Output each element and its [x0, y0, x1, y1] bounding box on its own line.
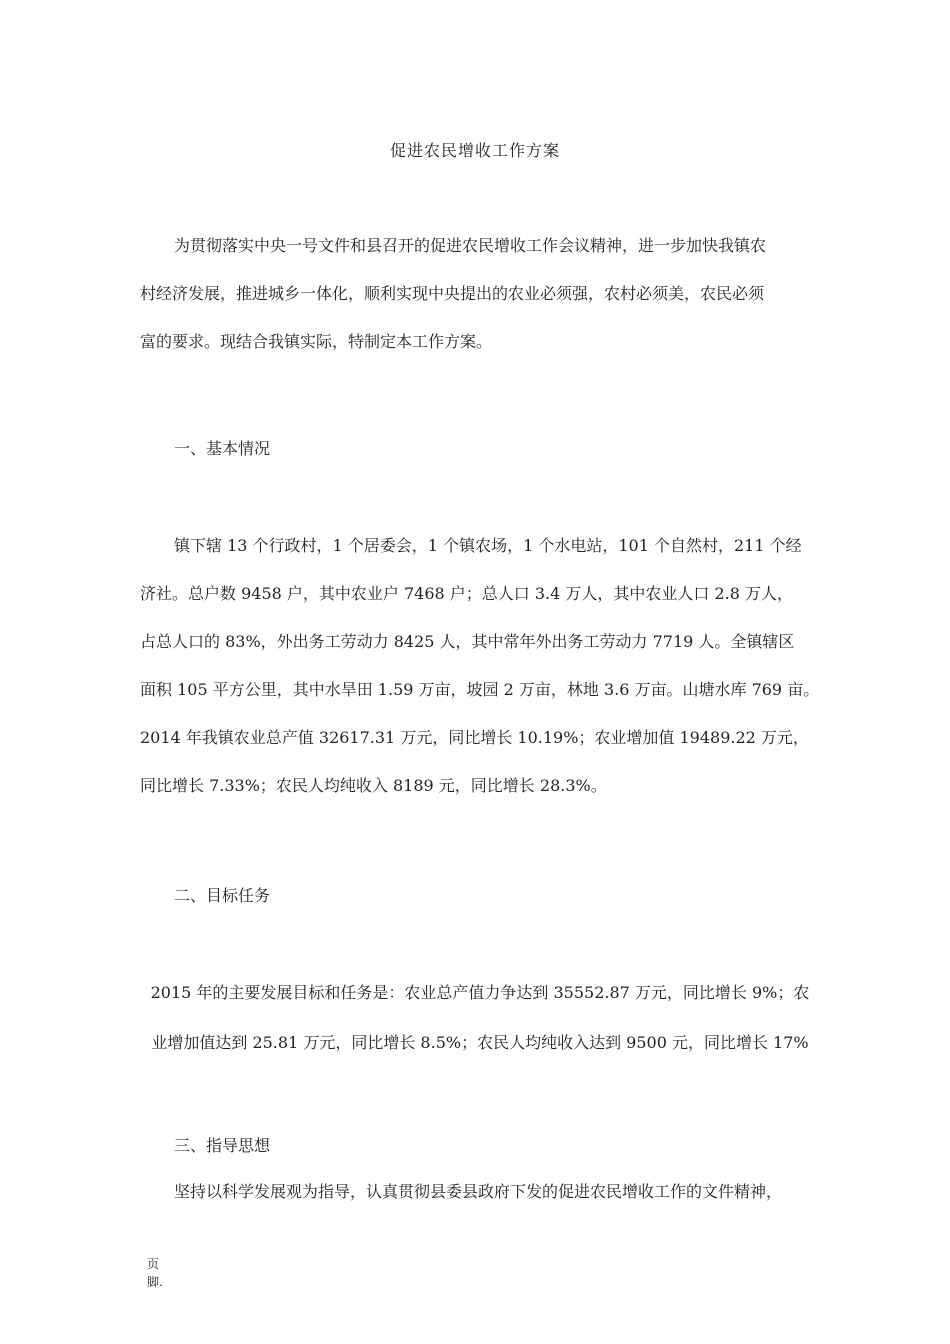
section-heading-goals: 二、目标任务	[174, 886, 271, 905]
footer-line: 页	[147, 1257, 160, 1271]
basic-line: 同比增长 7.33%；农民人均纯收入 8189 元，同比增长 28.3%。	[140, 776, 607, 795]
intro-line: 富的要求。现结合我镇实际，特制定本工作方案。	[140, 332, 493, 351]
goals-line: 2015 年的主要发展目标和任务是：农业总产值力争达到 35552.87 万元，同比增长 9%；农	[150, 983, 810, 1002]
goals-line: 业增加值达到 25.81 万元，同比增长 8.5%；农民人均纯收入达到 9500 元，同比增长 17%	[151, 1033, 809, 1052]
goals-paragraph	[140, 968, 820, 1068]
basic-line: 镇下辖 13 个行政村，1 个居委会，1 个镇农场，1 个水电站，101 个自然村，211 个经	[174, 536, 802, 555]
page-footer	[147, 1255, 163, 1291]
footer-line: 脚.	[147, 1275, 163, 1289]
guiding-line: 坚持以科学发展观为指导，认真贯彻县委县政府下发的促进农民增收工作的文件精神，	[174, 1182, 783, 1201]
basic-line: 济社。总户数 9458 户，其中农业户 7468 户；总人口 3.4 万人，其中农业人口 2.8 万人，	[140, 584, 794, 603]
intro-line: 村经济发展，推进城乡一体化，顺利实现中央提出的农业必须强，农村必须美，农民必须	[140, 284, 765, 303]
intro-paragraph	[140, 222, 820, 366]
basic-situation-paragraph	[140, 522, 820, 810]
section-heading-basic: 一、基本情况	[174, 439, 271, 458]
basic-line: 2014 年我镇农业总产值 32617.31 万元，同比增长 10.19%；农业增加值 19489.22 万元，	[140, 728, 809, 747]
document-title: 促进农民增收工作方案	[389, 141, 560, 160]
basic-line: 占总人口的 83%，外出务工劳动力 8425 人，其中常年外出务工劳动力 7719 人。全镇辖区	[140, 632, 795, 651]
basic-line: 面积 105 平方公里，其中水旱田 1.59 万亩，坡园 2 万亩，林地 3.6 万亩。山塘水库 769 亩。	[140, 680, 820, 699]
intro-line: 为贯彻落实中央一号文件和县召开的促进农民增收工作会议精神，进一步加快我镇农	[174, 236, 767, 255]
section-heading-guiding: 三、指导思想	[174, 1136, 271, 1155]
guiding-paragraph	[140, 1168, 820, 1216]
